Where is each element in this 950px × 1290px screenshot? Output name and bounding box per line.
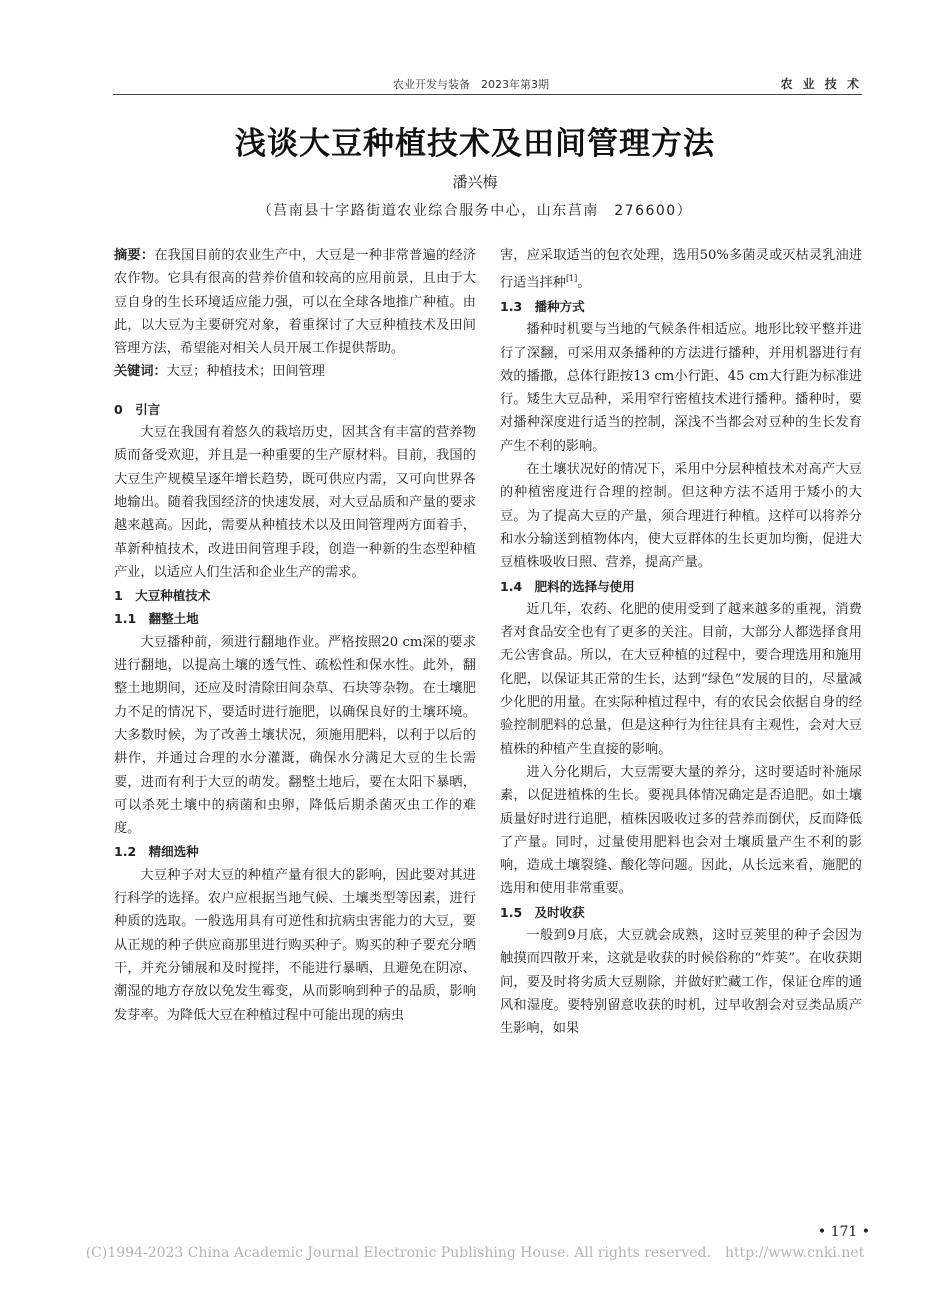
section-heading-intro: 0 引言 [114, 401, 161, 417]
running-header [113, 74, 862, 95]
keywords-label: 关键词： [114, 364, 167, 380]
subsection-heading-harvest: 1.5 及时收获 [500, 904, 585, 920]
fertilizer-paragraph-1: 近几年，农药、化肥的使用受到了越来越多的重视，消费者对食品安全也有了更多的关注。目前，大部分人都选择食用无公害食品。所以，在大豆种植的过程中，要合理选用和施用化肥，以保证其正常的生长，达到“绿色”发展的目的，尽量减少化肥的用量。在实际种植过程中，有的农民会依据自身的经验控制肥料的总量，但是这种行为往往具有主观性，会对大豆植株的种植产生直接的影响。 [500, 601, 862, 757]
abstract-label: 摘要： [114, 248, 155, 263]
keywords [114, 360, 476, 383]
sowing-paragraph-2: 在土壤状况好的情况下，采用中分层种植技术对高产大豆的种植密度进行合理的控制。但这种方法不适用于矮小的大豆。为了提高大豆的产量，须合理进行种植。这样可以将养分和水分输送到植物体内，使大豆群体的生长更加均衡，促进大豆植株吸收日照、营养，提高产量。 [500, 462, 862, 571]
subsection-heading-fertilizer: 1.4 肥料的选择与使用 [500, 578, 635, 594]
citation-ref: [1] [565, 274, 578, 284]
subsection-heading-sowing: 1.3 播种方式 [500, 298, 585, 314]
sowing-paragraph-1: 播种时机要与当地的气候条件相适应。地形比较平整并进行了深翻，可采用双条播种的方法进行播种，并用机器进行有效的播撒，总体行距按13 cm小行距、45 cm大行距为标准进行。矮生大豆品种，采用窄行密植技术进行播种。播种时，要对播种深度进行适当的控制，深浅不当都会对豆种的生长发育产生不利的影响。 [500, 322, 862, 454]
left-column [114, 244, 476, 1027]
author-affiliation: （莒南县十字路街道农业综合服务中心，山东莒南 276600） [257, 203, 693, 219]
intro-paragraph: 大豆在我国有着悠久的栽培历史，因其含有丰富的营养物质而备受欢迎，并且是一种重要的生产原材料。目前，我国的大豆生产规模呈逐年增长趋势，既可供应内需，又可向世界各地输出。随着我国经济的快速发展，对大豆品质和产量的要求越来越高。因此，需要从种植技术以及田间管理两方面着手，革新种植技术，改进田间管理手段，创造一种新的生态型种植产业，以适应人们生活和企业生产的需求。 [114, 425, 476, 580]
seed-selection-cont-text: 害，应采取适当的包衣处理，选用50%多菌灵或灭枯灵乳油进行适当拌种 [500, 248, 862, 291]
section-heading-techniques: 1 大豆种植技术 [114, 588, 211, 604]
seed-selection-paragraph: 大豆种子对大豆的种植产量有很大的影响，因此要对其进行科学的选择。农户应根据当地气候、土壤类型等因素，进行种质的选取。一般选用具有可逆性和抗病虫害能力的大豆，要从正规的种子供应商那里进行购买种子。购买的种子要充分晒干，并充分铺展和及时搅拌，不能进行暴晒，且避免在阴凉、潮湿的地方存放以免发生霉变，从而影响到种子的品质，影响发芽率。为降低大豆在种植过程中可能出现的病虫 [114, 867, 476, 1023]
tillage-paragraph: 大豆播种前，须进行翻地作业。严格按照20 cm深的要求进行翻地，以提高土壤的透气性、疏松性和保水性。此外，翻整土地期间，还应及时清除田间杂草、石块等杂物。在土壤肥力不足的情况下，要适时进行施肥，以确保良好的土壤环境。大多数时候，为了改善土壤状况，须施用肥料，以利于以后的耕作，并通过合理的水分灌溉，确保水分满足大豆的生长需要，进而有利于大豆的萌发。翻整土地后，要在太阳下暴晒，可以杀死土壤中的病菌和虫卵，降低后期杀菌灭虫工作的难度。 [114, 634, 476, 837]
sentence-end: 。 [577, 275, 591, 291]
seed-selection-continued [500, 244, 862, 295]
page-number: • 171 • [817, 1224, 870, 1240]
subsection-heading-seed-selection: 1.2 精细选种 [114, 844, 199, 860]
subsection-heading-tillage: 1.1 翻整土地 [114, 611, 199, 627]
article-title: 浅谈大豆种植技术及田间管理方法 [235, 126, 715, 162]
right-column [500, 244, 862, 1040]
journal-info: 农业开发与装备 2023年第3期 [393, 78, 549, 91]
spacer [114, 384, 476, 398]
abstract-text: 在我国目前的农业生产中，大豆是一种非常普遍的经济农作物。它具有很高的营养价值和较高的应用前景，且由于大豆自身的生长环境适应能力强，可以在全球各地推广种植。由此，以大豆为主要研究对象，着重探讨了大豆种植技术及田间管理方法，希望能对相关人员开展工作提供帮助。 [114, 248, 477, 357]
section-label: 农 业 技 术 [780, 77, 862, 91]
keywords-text: 大豆；种植技术；田间管理 [166, 364, 325, 380]
abstract [114, 244, 476, 360]
author-name: 潘兴梅 [452, 173, 498, 191]
harvest-paragraph: 一般到9月底，大豆就会成熟，这时豆荚里的种子会因为触摸而四散开来，这就是收获的时候俗称的“炸荚”。在收获期间，要及时将劣质大豆剔除，并做好贮藏工作，保证仓库的通风和湿度。要特别留意收获的时机，过早收割会对豆类品质产生影响，如果 [500, 928, 862, 1037]
fertilizer-paragraph-2: 进入分化期后，大豆需要大量的养分，这时要适时补施尿素，以促进植株的生长。要视具体情况确定是否追肥。如土壤质量好时进行追肥，植株因吸收过多的营养而倒伏，反而降低了产量。同时，过量使用肥料也会对土壤质量产生不利的影响，造成土壤裂缝、酸化等问题。因此，从长远来看，施肥的选用和使用非常重要。 [500, 764, 862, 897]
cnki-watermark: (C)1994-2023 China Academic Journal Electronic Publishing House. All rights reserved. http://www.cnki.net [85, 1245, 865, 1261]
